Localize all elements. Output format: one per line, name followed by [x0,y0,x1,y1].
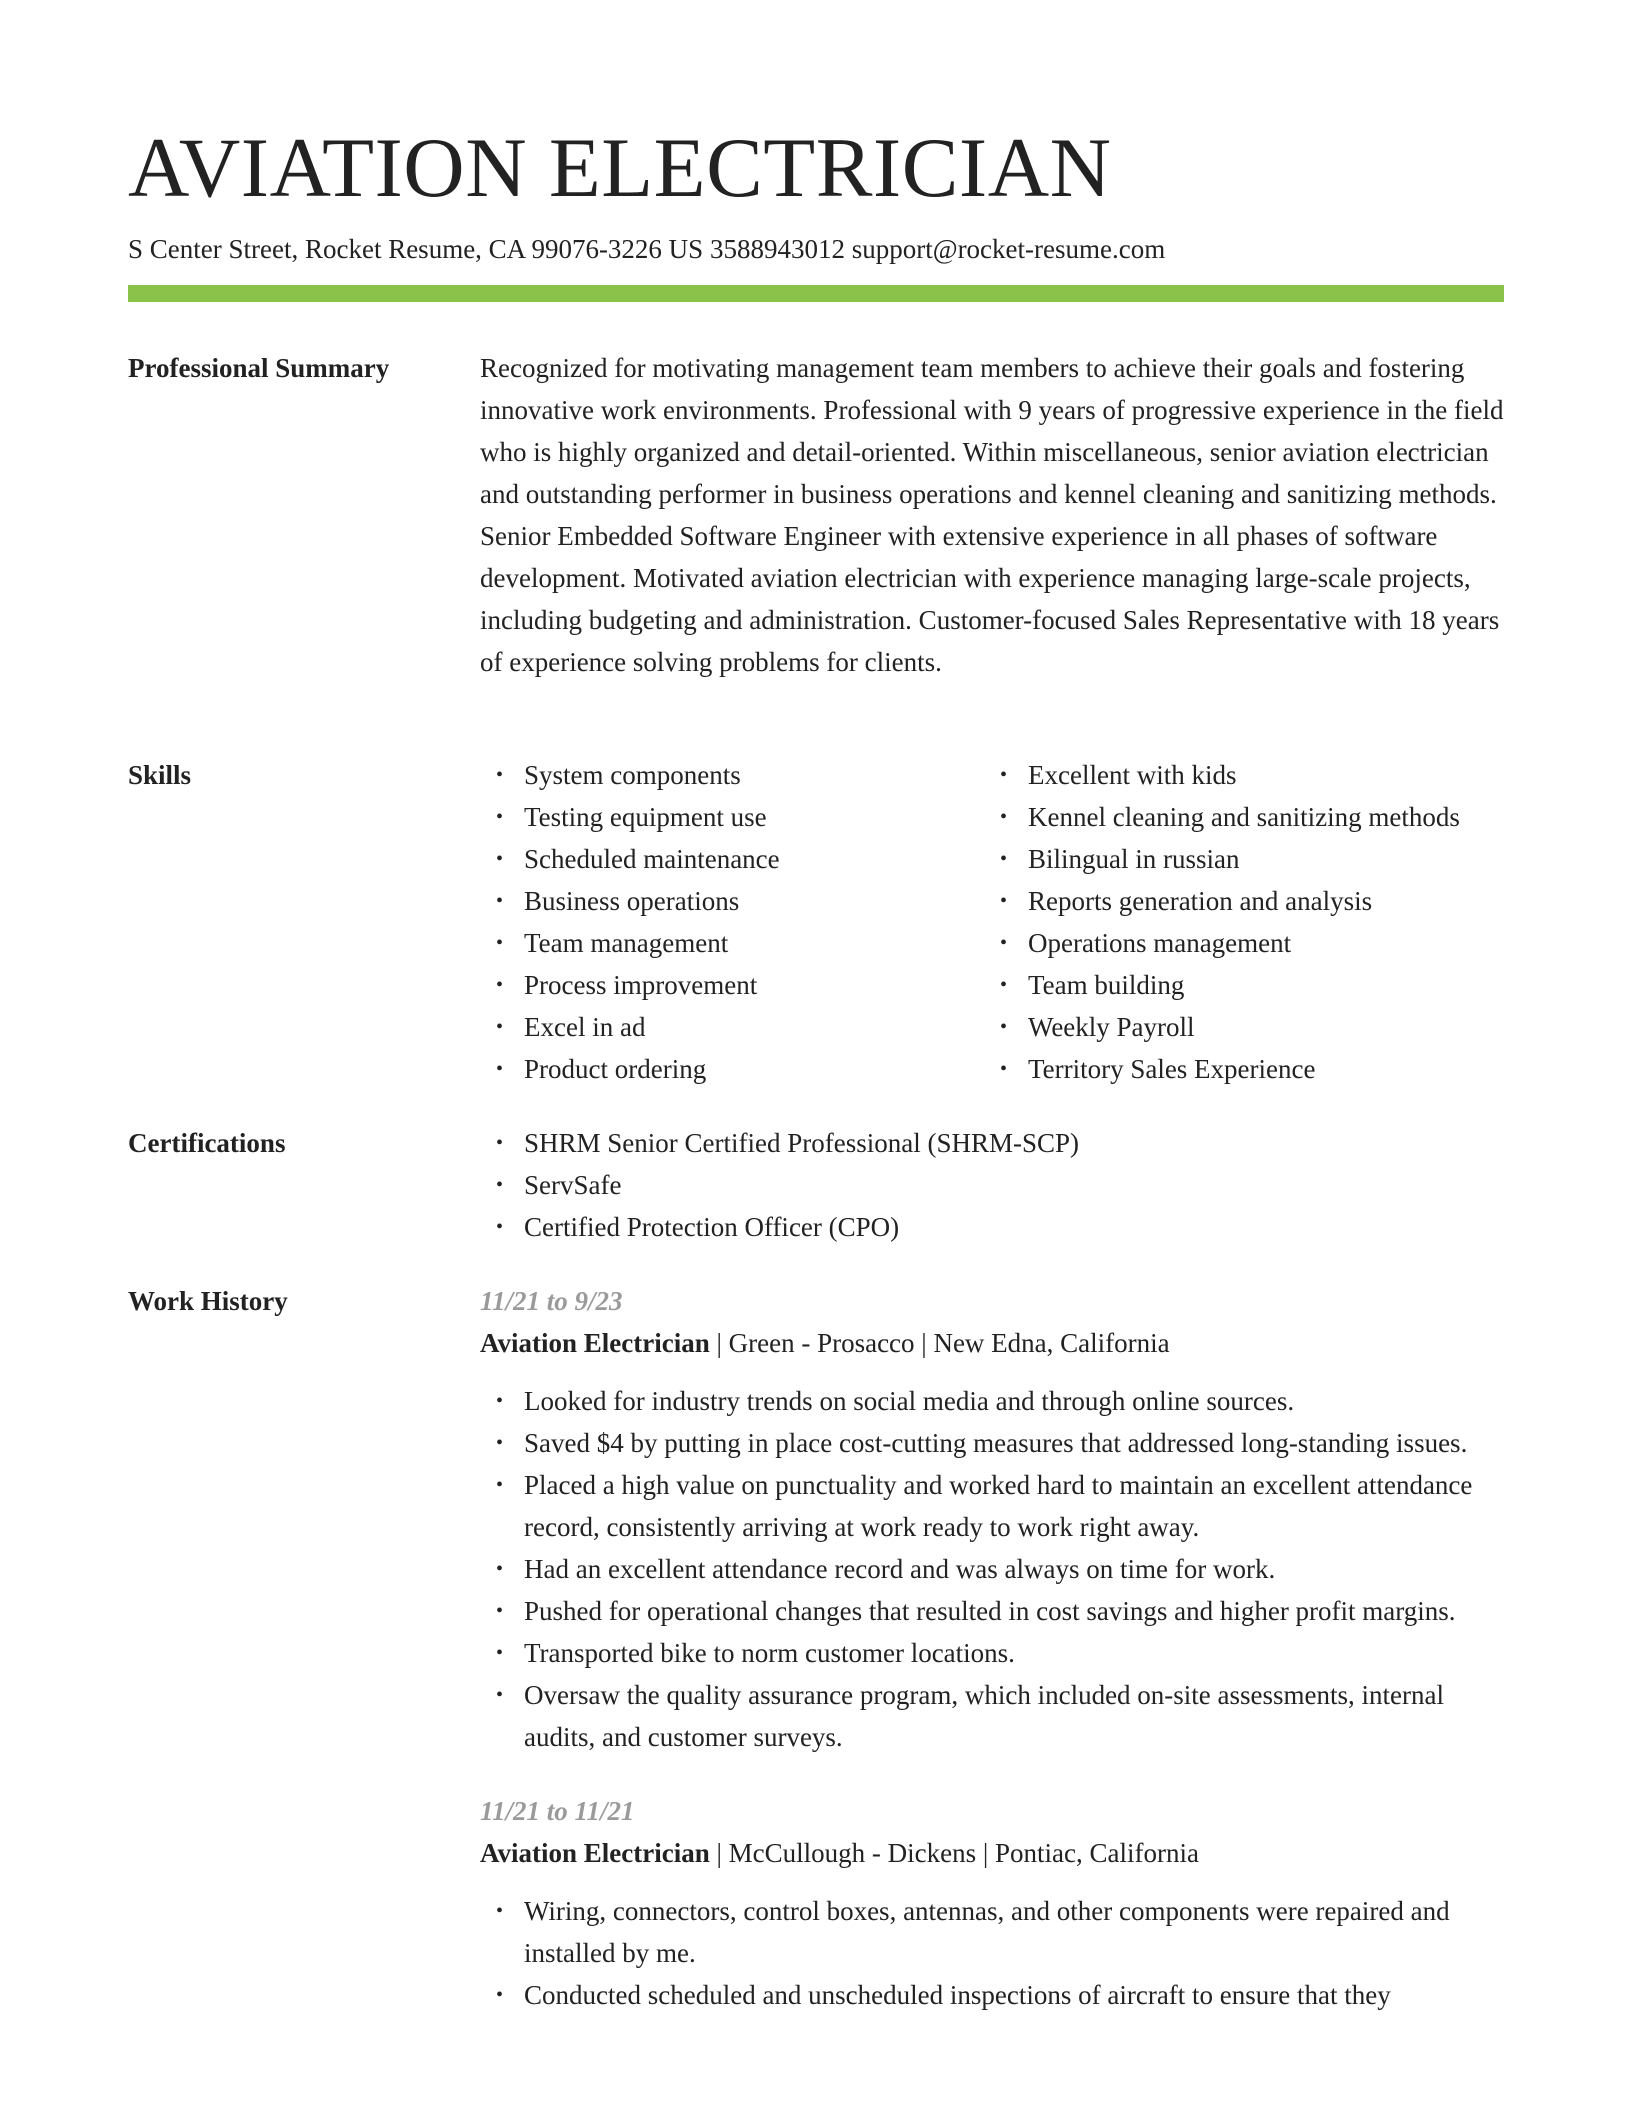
job-entry [480,1790,1504,2016]
bullet-icon: • [496,1558,504,1580]
job-bullet-text: Oversaw the quality assurance program, which included on-site assessments, internal audits, and customer surveys. [524,1680,1444,1752]
skill-item-text: Reports generation and analysis [1028,886,1373,916]
job-bullet [480,1464,1504,1548]
contact-info: S Center Street, Rocket Resume, CA 99076-3226 US 3588943012 support@rocket-resume.com [128,234,1166,264]
skill-item [480,838,984,880]
bullet-icon: • [496,890,504,912]
skill-item-text: Business operations [524,886,740,916]
certification-item [480,1164,1504,1206]
job-title: Aviation Electrician [480,1328,710,1358]
bullet-icon: • [496,932,504,954]
skill-item-text: Kennel cleaning and sanitizing methods [1028,802,1460,832]
bullet-icon: • [496,848,504,870]
bullet-icon: • [496,974,504,996]
job-bullet-text: Placed a high value on punctuality and worked hard to maintain an excellent attendance record, consistently arriving at work ready to work right away. [524,1470,1473,1542]
bullet-icon: • [496,1984,504,2006]
skill-item [480,880,984,922]
bullet-icon: • [1000,974,1008,996]
job-bullet [480,1890,1504,1974]
skill-item-text: Excel in ad [524,1012,646,1042]
bullet-icon: • [496,1216,504,1238]
job-employer-location: | Green - Prosacco | New Edna, California [709,1328,1170,1358]
skill-item-text: Process improvement [524,970,758,1000]
skills-list-left [480,754,984,1090]
bullet-icon: • [496,1684,504,1706]
certification-item [480,1206,1504,1248]
work-history-body [480,1280,1504,2016]
skill-item [984,838,1504,880]
job-entry [480,1280,1504,1758]
skill-item [984,880,1504,922]
bullet-icon: • [1000,764,1008,786]
summary-text: Recognized for motivating management team members to achieve their goals and fostering innovative work environments. Professional with 9 years of progressive experience in the field who is highly organized and detail-oriented. Within miscellaneous, senior aviation electrician and outstanding performer in business operations and kennel cleaning and sanitizing methods. Senior Embedded Software Engineer with extensive experience in all phases of software development. Motivated aviation electrician with experience managing large-scale projects, including budgeting and administration. Customer-focused Sales Representative with 18 years of experience solving problems for clients. [480,353,1504,677]
job-bullet-text: Conducted scheduled and unscheduled inspections of aircraft to ensure that they [524,1980,1391,2010]
skill-item-text: Territory Sales Experience [1028,1054,1316,1084]
skill-item [984,754,1504,796]
certification-item-text: ServSafe [524,1170,622,1200]
job-bullet-text: Wiring, connectors, control boxes, antennas, and other components were repaired and installed by me. [524,1896,1450,1968]
bullet-icon: • [1000,890,1008,912]
bullet-icon: • [496,1016,504,1038]
bullet-icon: • [496,1174,504,1196]
skill-item [984,1048,1504,1090]
header-divider [128,285,1504,302]
job-bullet-text: Pushed for operational changes that resulted in cost savings and higher profit margins. [524,1596,1456,1626]
certification-item [480,1122,1504,1164]
skill-item-text: Weekly Payroll [1028,1012,1195,1042]
skill-item-text: Team management [524,928,729,958]
resume-title: AVIATION ELECTRICIAN [128,121,1112,215]
job-employer-location: | McCullough - Dickens | Pontiac, California [709,1838,1199,1868]
skill-item-text: Testing equipment use [524,802,767,832]
job-dates: 11/21 to 9/23 [480,1286,623,1316]
job-bullet-list [480,1380,1504,1758]
job-bullet [480,1674,1504,1758]
skill-item [984,796,1504,838]
skill-item-text: Scheduled maintenance [524,844,780,874]
bullet-icon: • [1000,932,1008,954]
skill-item-text: System components [524,760,741,790]
skills-body [480,754,1504,1090]
bullet-icon: • [496,1390,504,1412]
skill-item-text: Operations management [1028,928,1292,958]
skill-item-text: Product ordering [524,1054,707,1084]
job-bullet-list [480,1890,1504,2016]
job-bullet [480,1974,1504,2016]
job-dates: 11/21 to 11/21 [480,1796,635,1826]
skill-item-text: Bilingual in russian [1028,844,1240,874]
job-bullet-text: Saved $4 by putting in place cost-cutting measures that addressed long-standing issues. [524,1428,1468,1458]
certifications-label: Certifications [128,1128,286,1158]
job-title: Aviation Electrician [480,1838,710,1868]
bullet-icon: • [496,1058,504,1080]
job-bullet-text: Transported bike to norm customer locations. [524,1638,1015,1668]
summary-label: Professional Summary [128,353,390,383]
bullet-icon: • [1000,1016,1008,1038]
job-bullet [480,1422,1504,1464]
skill-item [480,754,984,796]
bullet-icon: • [1000,1058,1008,1080]
bullet-icon: • [1000,848,1008,870]
bullet-icon: • [496,1900,504,1922]
skills-label: Skills [128,760,192,790]
skill-item [984,1006,1504,1048]
bullet-icon: • [496,764,504,786]
skills-list-right [984,754,1504,1090]
skill-item [480,1006,984,1048]
skill-item [984,922,1504,964]
summary-body [480,347,1504,683]
skill-item [984,964,1504,1006]
bullet-icon: • [496,1600,504,1622]
bullet-icon: • [496,1132,504,1154]
skill-item [480,1048,984,1090]
skill-item-text: Team building [1028,970,1185,1000]
job-bullet [480,1548,1504,1590]
bullet-icon: • [496,1642,504,1664]
job-heading [480,1832,1504,1874]
skill-item [480,964,984,1006]
certifications-body [480,1122,1504,1248]
skill-item [480,796,984,838]
bullet-icon: • [496,1474,504,1496]
job-bullet [480,1380,1504,1422]
job-bullet-text: Looked for industry trends on social media and through online sources. [524,1386,1295,1416]
skill-item [480,922,984,964]
bullet-icon: • [1000,806,1008,828]
bullet-icon: • [496,1432,504,1454]
skill-item-text: Excellent with kids [1028,760,1237,790]
job-bullet [480,1632,1504,1674]
job-bullet-text: Had an excellent attendance record and was always on time for work. [524,1554,1276,1584]
job-heading [480,1322,1504,1364]
bullet-icon: • [496,806,504,828]
certification-item-text: Certified Protection Officer (CPO) [524,1212,900,1242]
work-history-label: Work History [128,1286,288,1316]
certification-item-text: SHRM Senior Certified Professional (SHRM-SCP) [524,1128,1080,1158]
job-bullet [480,1590,1504,1632]
certifications-list [480,1122,1504,1248]
